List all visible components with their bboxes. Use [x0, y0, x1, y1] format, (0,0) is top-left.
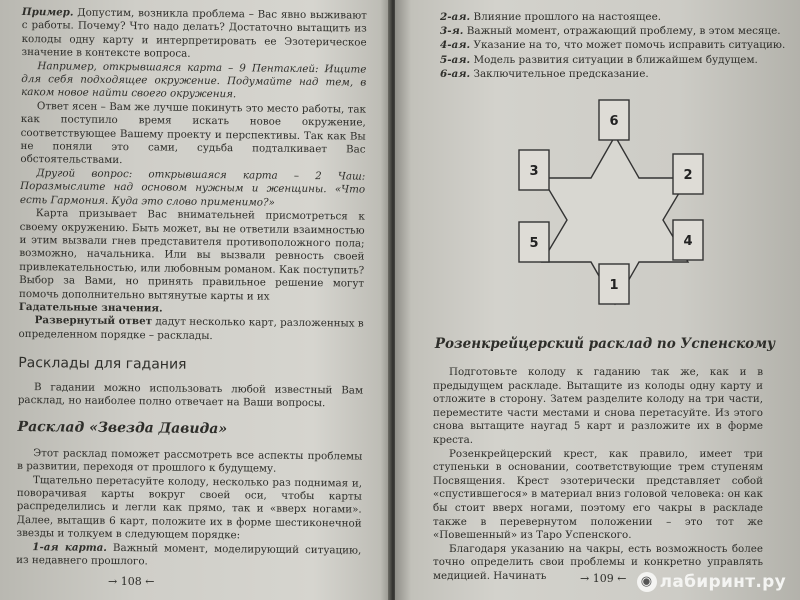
folio-ornament-left: → [580, 572, 593, 585]
watermark [637, 572, 786, 592]
paragraph: Розенкрейцерский крест, как правило, имеет три ступеньки в основании, соответствующие трем ступеням Посвящения. Крест эзотерически представляет собой «спустившегося» в материал вниз головой человека: он как бы стоит вверх ногами, поэтому его чакры в раскладе также в перевернутом положении – это тот же «Повешенный» из Таро Успенского. [433, 447, 763, 542]
example-lead: Пример. [21, 6, 74, 19]
paragraph: Подготовьте колоду к гаданию так же, как и в предыдущем раскладе. Вытащите из колоды одну карту и отложите в сторону. Затем разделите колоду на три части, переместите части местами и снова перетасуйте. Из этого снова вытащите наугад 5 карт и разложите их в форме креста. [433, 366, 763, 446]
list-item [440, 24, 781, 38]
list-number: 6-ая. [440, 67, 471, 80]
list-text: Заключительное предсказание. [473, 67, 649, 80]
list-item [440, 38, 786, 52]
list-item [440, 53, 770, 67]
card-number: 3 [529, 164, 539, 179]
right-page-text [433, 366, 763, 584]
paragraph: Благодаря указанию на чакры, есть возможность более точно определить свои проблемы и конкретно управлять медицией. Начинать [433, 542, 763, 582]
subsection-heading: Расклад «Звезда Давида» [17, 419, 228, 438]
card-number: 6 [609, 114, 619, 129]
section-heading: Расклады для гадания [18, 355, 187, 373]
watermark-text: лабиринт.ру [659, 572, 786, 592]
card-3 [519, 150, 549, 190]
card-number: 1 [609, 278, 619, 293]
paragraph: Гадательные значения. [18, 300, 163, 315]
card-number: 5 [529, 236, 539, 251]
card-number: 4 [683, 234, 693, 249]
list-number: 4-ая. [440, 39, 471, 52]
paragraph: В гадании можно использовать любой известный Вам расклад, но наиболее полно отвечает на Ваши вопросы. [17, 380, 364, 410]
page-number-right [580, 572, 626, 585]
answer-lead: Развернутый ответ [34, 314, 153, 328]
left-page [0, 0, 392, 600]
list-text: Указание на то, что может помочь исправить ситуацию. [473, 39, 786, 52]
right-page [395, 0, 800, 600]
labyrinth-logo-icon: ◉ [637, 572, 657, 592]
paragraph: Этот расклад поможет рассмотреть все аспекты проблемы в развитии, переходя от прошлого к будущему. [17, 446, 363, 475]
card-5 [519, 222, 549, 262]
paragraph: Тщательно перетасуйте колоду, несколько раз поднимая и, поворачивая карты вокруг своей оси, чтобы карты распределились и легли как прямо, так и «вверх ногами». Далее, вытащив 6 карт, положите их в форме шестиконечной звезды и толкуем в следующем порядке: [16, 473, 363, 542]
page-number-left [108, 575, 154, 588]
card-6 [599, 100, 629, 140]
card-2 [673, 154, 703, 194]
card-lead: 1-ая карта. [32, 540, 107, 554]
paragraph: Допустим, возникла проблема – Вас явно выживают с работы. Почему? Что надо делать? Достаточно вытащить из колоды одну карту и интерпретировать ее Эзотерическое значение в контексте вопроса. [21, 6, 367, 60]
list-text: Влияние прошлого на настоящее. [473, 11, 662, 23]
star-of-david-diagram [505, 98, 725, 308]
list-text: Важный момент, отражающий проблему, в этом месяце. [466, 25, 781, 38]
card-position-list [440, 10, 786, 81]
list-item [440, 10, 770, 24]
paragraph: Ответ ясен – Вам же лучше покинуть это место работы, так как поступило время искать новое окружение, соответствующее Вашему проекту и перспективы. Так как Вы не поняли это сами, судьба подталкивает Вас обстоятельствами. [20, 100, 366, 167]
paragraph: Другой вопрос: открывшаяся карта – 2 Чаш: Поразмыслите над основом нужным и женщины. «Что есть Гармония. Куда это слово применимо?» [19, 167, 366, 209]
list-item [440, 67, 770, 81]
list-number: 3-я. [440, 25, 464, 38]
folio-ornament-right: ← [613, 572, 627, 585]
paragraph: дадут несколько карт, разложенных в определенном порядке – расклады. [18, 315, 364, 342]
page-number-value: 108 [120, 575, 142, 588]
paragraph: Например, открывшаяся карта – 9 Пентаклей: Ищите для себя подходящее окружение. Подумайте над тем, в каком новое найти своего окружения. [21, 59, 367, 101]
list-number: 2-ая. [440, 11, 471, 23]
list-number: 5-ая. [440, 53, 471, 66]
card-number: 2 [683, 168, 693, 183]
card-1 [599, 264, 629, 304]
card-4 [673, 220, 703, 260]
left-page-text [16, 6, 367, 571]
folio-ornament-right: ← [141, 575, 155, 588]
paragraph: Важный момент, моделирующий ситуацию, из недавнего прошлого. [16, 541, 362, 568]
page-number-value: 109 [592, 572, 614, 585]
folio-ornament-left: → [108, 575, 121, 588]
paragraph: Карта призывает Вас внимательней присмотреться к своему окружению. Быть может, вы не ответили взаимностью и этим вызвали гнев представителя противоположного пола; возможно, начальника. Или вы вызвали ревность своей привлекательностью, или любовным романом. Как поступить? Выбор за Вами, но принять правильное решение могут помочь дополнительно вытянутые карты и их [18, 207, 365, 303]
section-title: Розенкрейцерский расклад по Успенскому [434, 336, 776, 352]
list-text: Модель развития ситуации в ближайшем будущем. [473, 53, 758, 66]
